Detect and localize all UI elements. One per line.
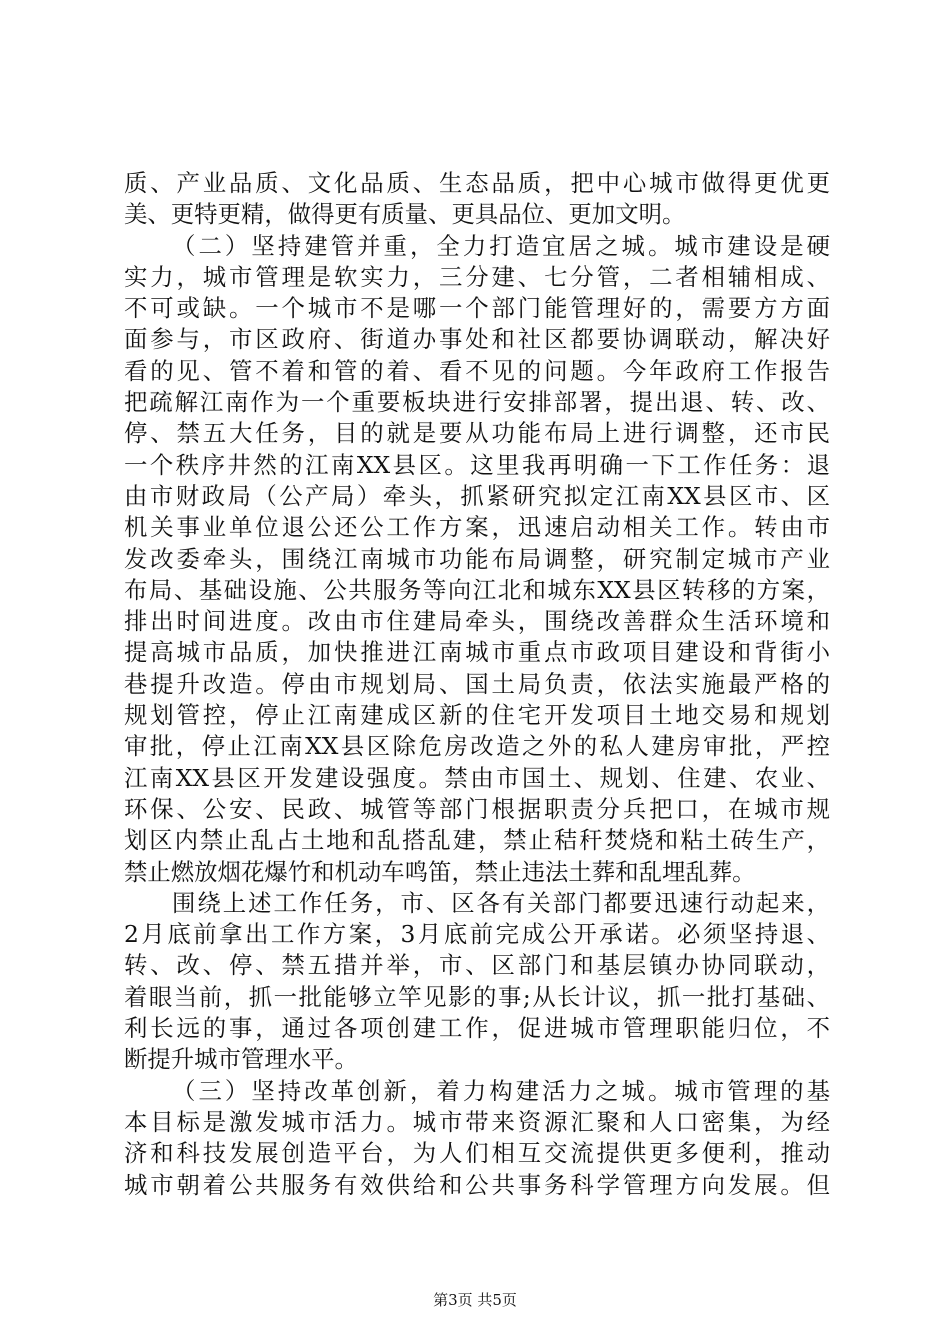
text-line: 本目标是激发城市活力。城市带来资源汇聚和人口密集，为经 [124, 1107, 830, 1136]
text-line: 围绕上述工作任务，市、区各有关部门都要迅速行动起来， [172, 888, 830, 917]
text-line: 看的见、管不着和管的着、看不见的问题。今年政府工作报告 [124, 356, 830, 385]
text-line: 把疏解江南作为一个重要板块进行安排部署，提出退、转、改、 [124, 388, 830, 417]
text-line: 停、禁五大任务，目的就是要从功能布局上进行调整，还市民 [124, 419, 830, 448]
text-line: 着眼当前，抓一批能够立竿见影的事;从长计议，抓一批打基础、 [124, 982, 830, 1011]
text-line: 布局、基础设施、公共服务等向江北和城东XX县区转移的方案， [124, 575, 830, 604]
text-line: 巷提升改造。停由市规划局、国土局负责，依法实施最严格的 [124, 669, 830, 698]
text-line: 一个秩序井然的江南XX县区。这里我再明确一下工作任务：退 [124, 450, 830, 479]
text-line: 排出时间进度。改由市住建局牵头，围绕改善群众生活环境和 [124, 607, 830, 636]
text-line: 断提升城市管理水平。 [124, 1045, 358, 1074]
body-text [124, 168, 830, 1201]
text-line: 济和科技发展创造平台，为人们相互交流提供更多便利，推动 [124, 1139, 830, 1168]
text-line: 利长远的事，通过各项创建工作，促进城市管理职能归位，不 [124, 1014, 830, 1043]
text-line: （二）坚持建管并重，全力打造宜居之城。城市建设是硬 [172, 231, 830, 260]
text-line: 审批，停止江南XX县区除危房改造之外的私人建房审批，严控 [124, 732, 830, 761]
page-footer: 第3页 共5页 [433, 1291, 517, 1309]
text-line: 规划管控，停止江南建成区新的住宅开发项目土地交易和规划 [124, 701, 830, 730]
text-line: 环保、公安、民政、城管等部门根据职责分兵把口，在城市规 [124, 794, 830, 823]
text-line: 禁止燃放烟花爆竹和机动车鸣笛，禁止违法土葬和乱埋乱葬。 [124, 857, 756, 886]
text-line: 不可或缺。一个城市不是哪一个部门能管理好的，需要方方面 [124, 294, 830, 323]
text-line: 机关事业单位退公还公工作方案，迅速启动相关工作。转由市 [124, 513, 830, 542]
text-line: 质、产业品质、文化品质、生态品质，把中心城市做得更优更 [124, 169, 830, 197]
text-line: （三）坚持改革创新，着力构建活力之城。城市管理的基 [172, 1076, 830, 1105]
text-line: 实力，城市管理是软实力，三分建、七分管，二者相辅相成、 [124, 262, 830, 291]
text-line: 面参与，市区政府、街道办事处和社区都要协调联动，解决好 [124, 325, 830, 354]
text-line: 提高城市品质，加快推进江南城市重点市政项目建设和背街小 [124, 638, 830, 667]
text-line: 城市朝着公共服务有效供给和公共事务科学管理方向发展。但 [124, 1170, 830, 1199]
text-line: 美、更特更精，做得更有质量、更具品位、更加文明。 [124, 200, 686, 229]
text-line: 转、改、停、禁五措并举，市、区部门和基层镇办协同联动， [124, 951, 830, 980]
text-line: 划区内禁止乱占土地和乱搭乱建，禁止秸秆焚烧和粘土砖生产， [124, 826, 830, 855]
text-line: 2月底前拿出工作方案，3月底前完成公开承诺。必须坚持退、 [124, 920, 830, 949]
text-line: 由市财政局（公产局）牵头，抓紧研究拟定江南XX县区市、区 [124, 481, 830, 510]
text-line: 江南XX县区开发建设强度。禁由市国土、规划、住建、农业、 [124, 763, 830, 792]
text-line: 发改委牵头，围绕江南城市功能布局调整，研究制定城市产业 [124, 544, 830, 573]
